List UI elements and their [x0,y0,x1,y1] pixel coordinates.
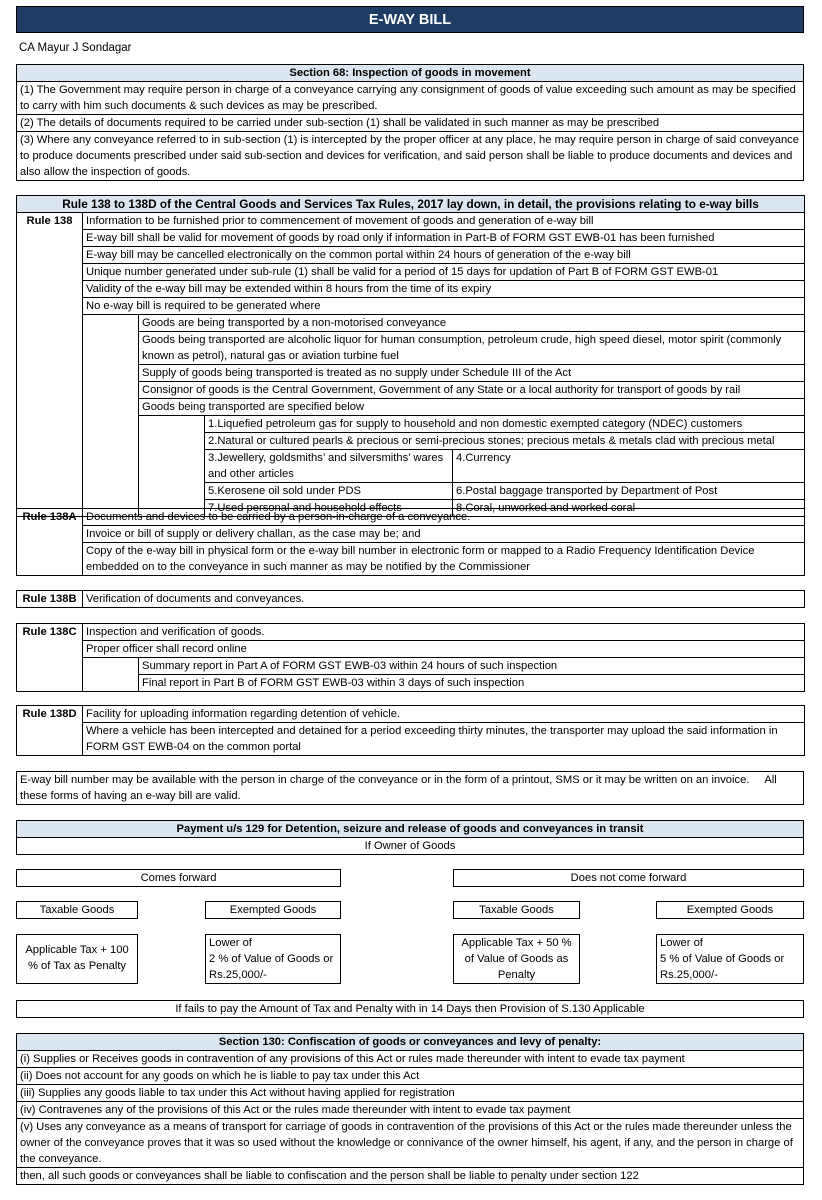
rule138d-label: Rule 138D [17,706,83,756]
cf-exempt-line-2: 2 % of Value of Goods or [209,953,334,965]
specified-item-2: 2.Natural or cultured pearls & precious or semi-precious stones; precious metals & metals clad with precious metal [205,433,805,450]
rule138-sub-1: Goods are being transported by a non-motorised conveyance [139,315,805,332]
rule138c-sub-2: Final report in Part B of FORM GST EWB-03 within 3 days of such inspection [139,675,805,692]
not-come-forward-box: Does not come forward [453,869,804,887]
rule138-line-2: E-way bill shall be valid for movement of goods by road only if information in Part-B of FORM GST EWB-01 has been furnished [83,230,805,247]
rule138-line-1: Information to be furnished prior to commencement of movement of goods and generation of e-way bill [83,213,805,230]
section130-item-1: (i) Supplies or Receives goods in contravention of any provisions of this Act or rules made thereunder with intent to evade tax payment [17,1051,804,1068]
section68-item-3: (3) Where any conveyance referred to in sub-section (1) is intercepted by the proper officer at any place, he may require person in charge of said conveyance to produce documents prescribed under said sub-section and devices for verification, and said person shall be liable to produce documents and devices and also allow the inspection of goods. [17,132,804,181]
rule138c-table [16,623,805,692]
rule138b-label: Rule 138B [17,591,83,608]
payment-heading: Payment u/s 129 for Detention, seizure and release of goods and conveyances in transit [17,821,804,838]
ncf-taxable-goods: Taxable Goods [453,901,580,919]
section130-heading: Section 130: Confiscation of goods or conveyances and levy of penalty: [17,1034,804,1051]
specified-item-7: 7.Used personal and household effects [205,500,453,517]
rule138a-label: Rule 138A [17,509,83,576]
rule138-sub-2: Goods being transported are alcoholic liquor for human consumption, petroleum crude, high speed diesel, motor spirit (commonly known as petrol), natural gas or aviation turbine fuel [139,332,805,365]
rule138-sub-4: Consignor of goods is the Central Government, Government of any State or a local authority for transport of goods by rail [139,382,805,399]
rule138b-table [16,590,805,608]
rule138-table [16,195,805,517]
section130-table [16,1033,804,1185]
specified-item-8: 8.Coral, unworked and worked coral [453,500,805,517]
section68-item-1: (1) The Government may require person in charge of a conveyance carrying any consignment of goods of value exceeding such amount as may be specified to carry with him such documents & such devices as may be prescribed. [17,82,804,115]
cf-exempted-goods: Exempted Goods [205,901,341,919]
rule138d-line-2: Where a vehicle has been intercepted and detained for a period exceeding thirty minutes, the transporter may upload the said information in FORM GST EWB-04 on the common portal [83,723,805,756]
section130-item-2: (ii) Does not account for any goods on which he is liable to pay tax under this Act [17,1068,804,1085]
rule138d-line-1: Facility for uploading information regarding detention of vehicle. [83,706,805,723]
rule138b-line: Verification of documents and conveyances. [83,591,805,608]
ncf-exempt-line-3: Rs.25,000/- [660,969,718,981]
rule138-indent-2 [139,416,205,517]
specified-item-6: 6.Postal baggage transported by Department of Post [453,483,805,500]
section130-item-4: (iv) Contravenes any of the provisions of this Act or the rules made thereunder with intent to evade tax payment [17,1102,804,1119]
ncf-exempt-penalty [656,934,804,984]
section68-table [16,64,804,181]
comes-forward-box: Comes forward [16,869,341,887]
cf-taxable-goods: Taxable Goods [16,901,138,919]
section130-item-5: (v) Uses any conveyance as a means of transport for carriage of goods in contravention of the provisions of this Act or the rules made thereunder unless the owner of the conveyance proves that it was so used without the knowledge or connivance of the owner himself, his agent, if any, and the person in charge of the conveyance. [17,1119,804,1168]
rules-heading: Rule 138 to 138D of the Central Goods and Services Tax Rules, 2017 lay down, in detail, the provisions relating to e-way bills [17,196,805,213]
rule138a-line-1: Documents and devices to be carried by a person-in-charge of a conveyance. [83,509,805,526]
specified-item-3: 3.Jewellery, goldsmiths’ and silversmiths’ wares and other articles [205,450,453,483]
specified-item-5: 5.Kerosene oil sold under PDS [205,483,453,500]
rule138c-indent [83,658,139,692]
payment-table [16,820,804,855]
rule138c-label: Rule 138C [17,624,83,692]
rule138-line-3: E-way bill may be cancelled electronically on the common portal within 24 hours of generation of the e-way bill [83,247,805,264]
specified-item-1: 1.Liquefied petroleum gas for supply to household and non domestic exempted category (NDEC) customers [205,416,805,433]
section68-heading: Section 68: Inspection of goods in movement [17,65,804,82]
specified-item-4: 4.Currency [453,450,805,483]
rule138a-line-3: Copy of the e-way bill in physical form or the e-way bill number in electronic form or mapped to a Radio Frequency Identification Device embedded on to the conveyance in such manner as may be notified by the Commissioner [83,543,805,576]
rule138-line-6: No e-way bill is required to be generated where [83,298,805,315]
rule138-indent [83,315,139,517]
section130-conclusion: then, all such goods or conveyances shall be liable to confiscation and the person shall be liable to penalty under section 122 [17,1168,804,1185]
cf-taxable-penalty: Applicable Tax + 100 % of Tax as Penalty [16,934,138,984]
ncf-taxable-penalty: Applicable Tax + 50 % of Value of Goods as Penalty [453,934,580,984]
cf-exempt-line-3: Rs.25,000/- [209,969,267,981]
ncf-exempt-line-1: Lower of [660,937,703,949]
author-name: CA Mayur J Sondagar [19,42,132,54]
ncf-exempt-line-2: 5 % of Value of Goods or [660,953,785,965]
cf-exempt-line-1: Lower of [209,937,252,949]
rule138c-line-2: Proper officer shall record online [83,641,805,658]
cf-exempt-penalty [205,934,341,984]
rule138d-table [16,705,805,756]
section130-item-3: (iii) Supplies any goods liable to tax under this Act without having applied for registration [17,1085,804,1102]
eway-note: E-way bill number may be available with the person in charge of the conveyance or in the form of a printout, SMS or it may be written on an invoice. All these forms of having an e-way bill are valid. [17,772,804,805]
rule138c-line-1: Inspection and verification of goods. [83,624,805,641]
rule138-line-5: Validity of the e-way bill may be extended within 8 hours from the time of its expiry [83,281,805,298]
rule138-line-4: Unique number generated under sub-rule (1) shall be valid for a period of 15 days for updation of Part B of FORM GST EWB-01 [83,264,805,281]
section68-item-2: (2) The details of documents required to be carried under sub-section (1) shall be validated in such manner as may be prescribed [17,115,804,132]
payment-subheading: If Owner of Goods [17,838,804,855]
s130-applicable-note: If fails to pay the Amount of Tax and Penalty with in 14 Days then Provision of S.130 Applicable [16,1000,804,1018]
rule138-label: Rule 138 [17,213,83,517]
rule138-sub-5: Goods being transported are specified below [139,399,805,416]
page-title: E-WAY BILL [16,6,804,33]
rule138-sub-3: Supply of goods being transported is treated as no supply under Schedule III of the Act [139,365,805,382]
rule138a-table [16,508,805,576]
rule138c-sub-1: Summary report in Part A of FORM GST EWB-03 within 24 hours of such inspection [139,658,805,675]
rule138a-line-2: Invoice or bill of supply or delivery challan, as the case may be; and [83,526,805,543]
ncf-exempted-goods: Exempted Goods [656,901,804,919]
eway-note-table [16,771,804,805]
